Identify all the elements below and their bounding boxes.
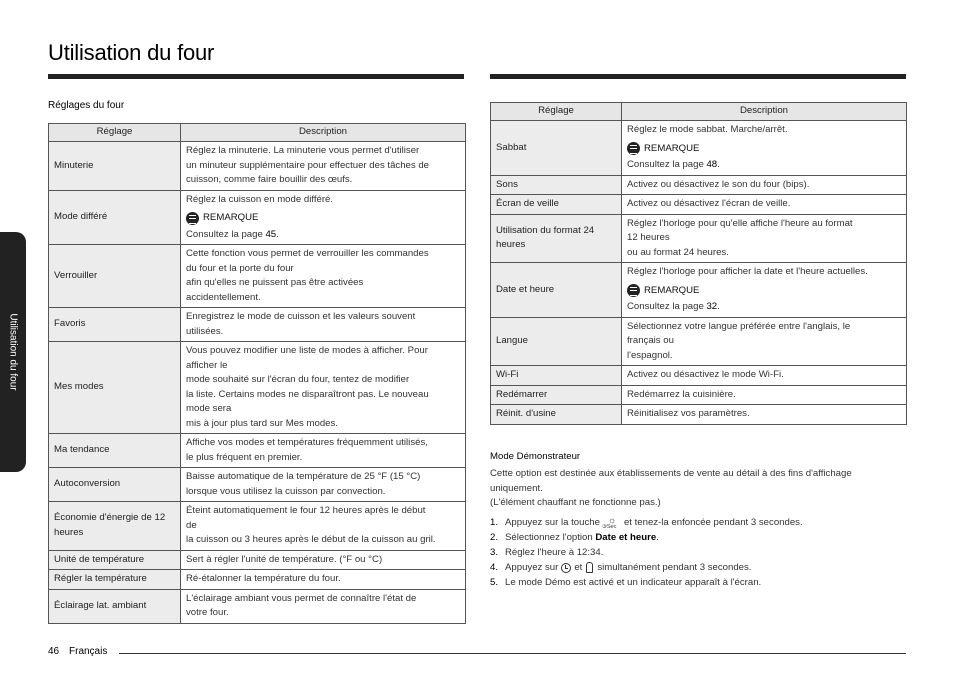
setting-name: Favoris (49, 308, 181, 342)
setting-name: Unité de température (49, 550, 181, 570)
table-row (491, 317, 907, 366)
note: REMARQUE (186, 211, 460, 226)
setting-name: Éclairage lat. ambiant (49, 589, 181, 623)
table-row (49, 550, 466, 570)
side-section-tab (0, 232, 26, 472)
setting-description: Réglez la minuterie. La minuterie vous permet d'utiliser un minuteur supplémentaire pour effectuer des tâches de cuisson, comme faire bouillir des œufs. (181, 142, 466, 191)
setting-description: Ré-étalonner la température du four. (181, 570, 466, 590)
table-row (49, 570, 466, 590)
note-icon (186, 212, 199, 225)
setting-description: Cette fonction vous permet de verrouiller les commandes du four et la porte du four afin qu'elles ne puissent pas être activées accidentellement. (181, 245, 466, 308)
list-item: 3. Réglez l'heure à 12:34. (490, 547, 604, 558)
demo-mode-title: Mode Démonstrateur (490, 451, 581, 462)
title-rule-left (48, 74, 464, 79)
setting-description: Sélectionnez votre langue préférée entre l'anglais, le français ou l'espagnol. (622, 317, 907, 366)
setting-description: Affiche vos modes et températures fréquemment utilisés, le plus fréquent en premier. (181, 434, 466, 468)
page-number: 46 (48, 646, 60, 657)
table-row (49, 468, 466, 502)
setting-description: Réglez l'horloge pour afficher la date et l'heure actuelles. REMARQUE Consultez la page 32. (622, 263, 907, 318)
setting-name: Écran de veille (491, 195, 622, 215)
setting-name: Mode différé (49, 190, 181, 245)
setting-name: Économie d'énergie de 12 heures (49, 502, 181, 551)
setting-description: Redémarrez la cuisinière. (622, 385, 907, 405)
table-row (49, 245, 466, 308)
footer-language: Français (69, 646, 108, 657)
setting-description: Sert à régler l'unité de température. (°F ou °C) (181, 550, 466, 570)
setting-name: Sons (491, 175, 622, 195)
footer-rule (119, 653, 906, 654)
table-row (49, 502, 466, 551)
setting-name: Réinit. d'usine (491, 405, 622, 425)
section-title-oven-settings: Réglages du four (48, 100, 125, 111)
column-header-setting: Réglage (491, 103, 622, 121)
setting-name: Langue (491, 317, 622, 366)
light-touch-icon: ☼ ③Sec (601, 514, 617, 530)
table-row (491, 175, 907, 195)
setting-description: Réinitialisez vos paramètres. (622, 405, 907, 425)
setting-description: Activez ou désactivez le mode Wi-Fi. (622, 366, 907, 386)
list-item: 4. Appuyez sur et simultanément pendant 3 secondes. (490, 562, 752, 573)
list-item: 2. Sélectionnez l'option Date et heure . (490, 532, 659, 543)
list-item: 5. Le mode Démo est activé et un indicateur apparaît à l'écran. (490, 577, 762, 588)
setting-description: Enregistrez le mode de cuisson et les valeurs souvent utilisées. (181, 308, 466, 342)
setting-name: Utilisation du format 24 heures (491, 214, 622, 263)
column-header-setting: Réglage (49, 124, 181, 142)
table-row (491, 366, 907, 386)
table-row (491, 385, 907, 405)
setting-description: Baisse automatique de la température de 25 °F (15 °C) lorsque vous utilisez la cuisson par convection. (181, 468, 466, 502)
setting-description: Éteint automatiquement le four 12 heures après le début de la cuisson ou 3 heures après le début de la cuisson au gril. (181, 502, 466, 551)
setting-name: Wi-Fi (491, 366, 622, 386)
setting-description: Activez ou désactivez le son du four (bips). (622, 175, 907, 195)
setting-name: Verrouiller (49, 245, 181, 308)
note-icon (627, 284, 640, 297)
note: REMARQUE (627, 284, 901, 299)
table-row (491, 121, 907, 176)
setting-name: Ma tendance (49, 434, 181, 468)
list-item: 1. Appuyez sur la touche ☼ ③Sec et tenez-la enfoncée pendant 3 secondes. (490, 514, 803, 530)
note-icon (627, 142, 640, 155)
right-settings-table (490, 102, 907, 425)
table-row (49, 342, 466, 434)
setting-description: L'éclairage ambiant vous permet de connaître l'état de votre four. (181, 589, 466, 623)
setting-name: Redémarrer (491, 385, 622, 405)
table-row (491, 214, 907, 263)
setting-name: Autoconversion (49, 468, 181, 502)
note: REMARQUE (627, 142, 901, 157)
page-reference: Consultez la page 45. (186, 228, 279, 240)
page-reference: Consultez la page 48. (627, 159, 720, 170)
setting-description: Réglez le mode sabbat. Marche/arrêt. REMARQUE Consultez la page 48. (622, 121, 907, 176)
table-row (49, 190, 466, 245)
column-header-description: Description (622, 103, 907, 121)
lamp-icon (586, 562, 593, 573)
demo-steps-list (490, 515, 910, 590)
page-title: Utilisation du four (48, 40, 215, 65)
clock-icon (561, 563, 571, 573)
setting-description: Activez ou désactivez l'écran de veille. (622, 195, 907, 215)
setting-description: Réglez l'horloge pour qu'elle affiche l'heure au format 12 heures ou au format 24 heures. (622, 214, 907, 263)
setting-name: Minuterie (49, 142, 181, 191)
table-row (491, 195, 907, 215)
table-row (491, 405, 907, 425)
setting-name: Date et heure (491, 263, 622, 318)
table-row (49, 142, 466, 191)
table-row (491, 263, 907, 318)
page-reference: Consultez la page 32. (627, 301, 720, 312)
side-tab-label: Utilisation du four (7, 313, 19, 391)
setting-description: Vous pouvez modifier une liste de modes à afficher. Pour afficher le mode souhaité sur l'écran du four, tentez de modifier la liste. Certains modes ne disparaîtront pas. Le nouveau mode sera mis à jour plus tard sur Mes modes. (181, 342, 466, 434)
table-row (49, 308, 466, 342)
title-rule-right (490, 74, 906, 79)
left-settings-table (48, 123, 466, 624)
demo-mode-intro: Cette option est destinée aux établissements de vente au détail à des fins d'affichage uniquement. (L'élément chauffant ne fonctionne pas.) (490, 468, 852, 508)
setting-name: Mes modes (49, 342, 181, 434)
table-row (49, 434, 466, 468)
setting-description: Réglez la cuisson en mode différé. REMARQUE Consultez la page 45. (181, 190, 466, 245)
setting-name: Sabbat (491, 121, 622, 176)
table-row (49, 589, 466, 623)
setting-name: Régler la température (49, 570, 181, 590)
column-header-description: Description (181, 124, 466, 142)
